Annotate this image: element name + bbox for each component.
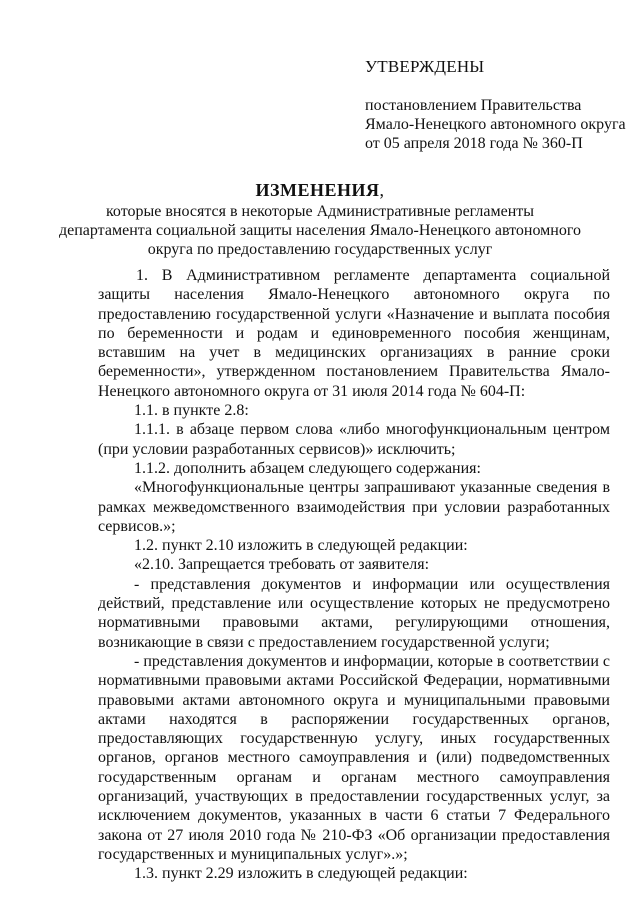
document-title xyxy=(0,181,640,259)
paragraph-quote-mfc: «Многофункциональные центры запрашивают указанные сведения в рамках межведомственного взаимодействия при условии разработанных сервисов.»; xyxy=(98,479,610,535)
subtitle-line: департамента социальной защиты населения Ямало-Ненецкого автономного xyxy=(58,222,581,239)
paragraph-item-1-3: 1.3. пункт 2.29 изложить в следующей редакции: xyxy=(134,865,468,883)
title-heading xyxy=(0,181,640,200)
paragraph-quote-2-10: «2.10. Запрещается требовать от заявителя: xyxy=(134,556,430,574)
approved-label: УТВЕРЖДЕНЫ xyxy=(365,57,485,76)
heading-punct: , xyxy=(379,180,385,200)
paragraph-item-1: 1. В Административном регламенте департамента социальной защиты населения Ямало-Ненецкого автономного округа по предоставлению государственной услуги «Назначение и выплата пособия по беременности и родам и единовременного пособия женщинам, вставшим на учет в медицинских организациях в ранние сроки беременности», утвержденном постановлением Правительства Ямало-Ненецкого автономного округа от 31 июля 2014 года № 604-П: xyxy=(98,267,610,400)
paragraph-dash-2: - представления документов и информации, которые в соответствии с нормативными правовыми актами Российской Федерации, нормативными правовыми актами автономного округа и муниципальными правовыми актами находятся в распоряжении государственных органов, предоставляющих государственную услугу, иных государственных органов, органов местного самоуправления и (или) подведомственных государственным органам и органам местного самоуправления организаций, участвующих в предоставлении государственных услуг, за исключением документов, указанных в части 6 статьи 7 Федерального закона от 27 июля 2010 года № 210-ФЗ «Об организации предоставления государственных и муниципальных услуг».»; xyxy=(98,652,610,863)
paragraph-item-1-1: 1.1. в пункте 2.8: xyxy=(134,402,249,420)
subtitle-line: округа по предоставлению государственных услуг xyxy=(147,241,493,258)
heading-text: ИЗМЕНЕНИЯ xyxy=(255,180,380,200)
paragraph-dash-1: - представления документов и информации или осуществления действий, представление или осуществление которых не предусмотрено нормативными правовыми актами, регулирующими отношения, возникающие в связи с предоставлением государственной услуги; xyxy=(98,575,610,651)
paragraph-item-1-1-1: 1.1.1. в абзаце первом слова «либо многофункциональным центром (при условии разработанных сервисов)» исключить; xyxy=(98,421,610,458)
approval-line: Ямало-Ненецкого автономного округа xyxy=(365,116,626,133)
paragraph-item-1-1-2: 1.1.2. дополнить абзацем следующего содержания: xyxy=(134,459,481,477)
subtitle-line: которые вносятся в некоторые Административные регламенты xyxy=(105,203,535,220)
approval-stamp xyxy=(365,57,626,153)
approval-line: от 05 апреля 2018 года № 360-П xyxy=(365,135,583,152)
paragraph-item-1-2: 1.2. пункт 2.10 изложить в следующей редакции: xyxy=(134,537,468,555)
approval-line: постановлением Правительства xyxy=(365,97,582,114)
document-body xyxy=(98,266,610,884)
